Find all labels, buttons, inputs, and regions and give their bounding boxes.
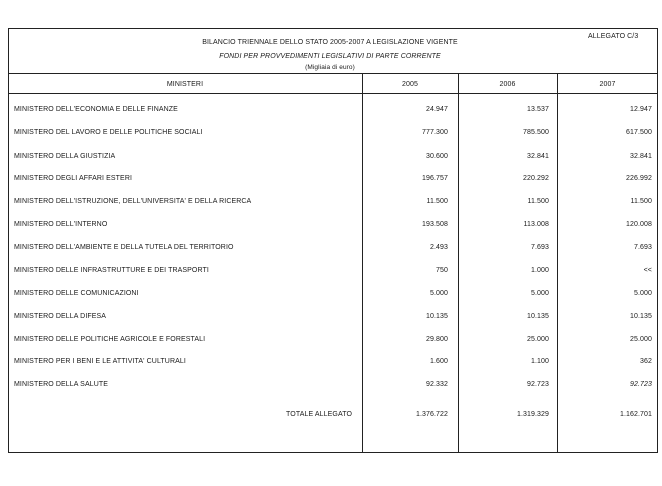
total-label: TOTALE ALLEGATO xyxy=(286,411,352,418)
total-2005: 1.376.722 xyxy=(415,411,448,418)
value-2006: 1.100 xyxy=(530,358,549,365)
ministry-name: MINISTERO DELL'ECONOMIA E DELLE FINANZE xyxy=(14,106,178,113)
value-2006: 220.292 xyxy=(522,175,549,182)
value-2005: 750 xyxy=(436,267,448,274)
table-outer-border xyxy=(8,28,658,453)
column-header-bottom-rule xyxy=(8,93,658,94)
ministry-name: MINISTERO DELLA DIFESA xyxy=(14,313,107,320)
ministry-name: MINISTERO DELL'ISTRUZIONE, DELL'UNIVERSITA' E DELLA RICERCA xyxy=(14,198,252,205)
value-2007: 7.693 xyxy=(633,244,652,251)
value-2006: 92.723 xyxy=(526,381,549,388)
value-2005: 29.800 xyxy=(425,336,448,343)
ministry-name: MINISTERO DELLA SALUTE xyxy=(14,381,109,388)
unit-note: (Migliaia di euro) xyxy=(305,64,355,71)
column-header-2007: 2007 xyxy=(599,81,616,88)
value-2007: 5.000 xyxy=(633,290,652,297)
value-2007: 12.947 xyxy=(629,106,652,113)
value-2005: 5.000 xyxy=(429,290,448,297)
ministry-name: MINISTERO DELLE POLITICHE AGRICOLE E FORESTALI xyxy=(14,336,206,343)
value-2007: 362 xyxy=(640,358,652,365)
value-2005: 193.508 xyxy=(421,221,448,228)
total-2007: 1.162.701 xyxy=(619,411,652,418)
value-2007: 25.000 xyxy=(629,336,652,343)
document-title: BILANCIO TRIENNALE DELLO STATO 2005-2007 A LEGISLAZIONE VIGENTE xyxy=(202,39,458,46)
attachment-label: ALLEGATO C/3 xyxy=(588,33,639,40)
column-header-2005: 2005 xyxy=(402,81,418,88)
column-header-2006: 2006 xyxy=(499,81,516,88)
ministry-name: MINISTERO PER I BENI E LE ATTIVITA' CULTURALI xyxy=(14,358,186,365)
value-2006: 113.008 xyxy=(523,221,549,228)
ministry-name: MINISTERO DELL'INTERNO xyxy=(14,221,108,228)
value-2007: 226.992 xyxy=(625,175,652,182)
value-2007: 10.135 xyxy=(629,313,652,320)
header-bottom-rule xyxy=(8,73,658,74)
column-header-ministeri: MINISTERI xyxy=(166,81,204,88)
value-2007: << xyxy=(643,267,652,274)
ministry-name: MINISTERO DELLA GIUSTIZIA xyxy=(14,153,116,160)
value-2006: 13.537 xyxy=(526,106,549,113)
value-2005: 10.135 xyxy=(425,313,448,320)
value-2005: 1.600 xyxy=(429,358,448,365)
value-2005: 30.600 xyxy=(425,153,448,160)
value-2006: 5.000 xyxy=(530,290,549,297)
value-2005: 11.500 xyxy=(426,198,448,205)
value-2006: 1.000 xyxy=(530,267,549,274)
value-2006: 11.500 xyxy=(527,198,549,205)
value-2007: 617.500 xyxy=(625,129,652,136)
value-2005: 92.332 xyxy=(425,381,448,388)
value-2006: 32.841 xyxy=(526,153,549,160)
total-2006: 1.319.329 xyxy=(516,411,549,418)
ministry-name: MINISTERO DEGLI AFFARI ESTERI xyxy=(14,175,133,182)
value-2005: 196.757 xyxy=(421,175,448,182)
value-2005: 777.300 xyxy=(421,129,448,136)
ministry-name: MINISTERO DELLE INFRASTRUTTURE E DEI TRASPORTI xyxy=(14,267,209,274)
value-2007: 32.841 xyxy=(629,153,652,160)
ministry-name: MINISTERO DELL'AMBIENTE E DELLA TUTELA DEL TERRITORIO xyxy=(14,244,234,251)
value-2006: 785.500 xyxy=(522,129,549,136)
document-subtitle: FONDI PER PROVVEDIMENTI LEGISLATIVI DI PARTE CORRENTE xyxy=(219,53,441,60)
value-2006: 7.693 xyxy=(530,244,549,251)
value-2006: 10.135 xyxy=(526,313,549,320)
value-2007: 11.500 xyxy=(630,198,652,205)
value-2006: 25.000 xyxy=(526,336,549,343)
ministry-name: MINISTERO DEL LAVORO E DELLE POLITICHE SOCIALI xyxy=(14,129,203,136)
value-2007: 120.008 xyxy=(625,221,652,228)
value-2007: 92.723 xyxy=(629,381,652,388)
ministry-name: MINISTERO DELLE COMUNICAZIONI xyxy=(14,290,139,297)
value-2005: 24.947 xyxy=(425,106,448,113)
value-2005: 2.493 xyxy=(429,244,448,251)
